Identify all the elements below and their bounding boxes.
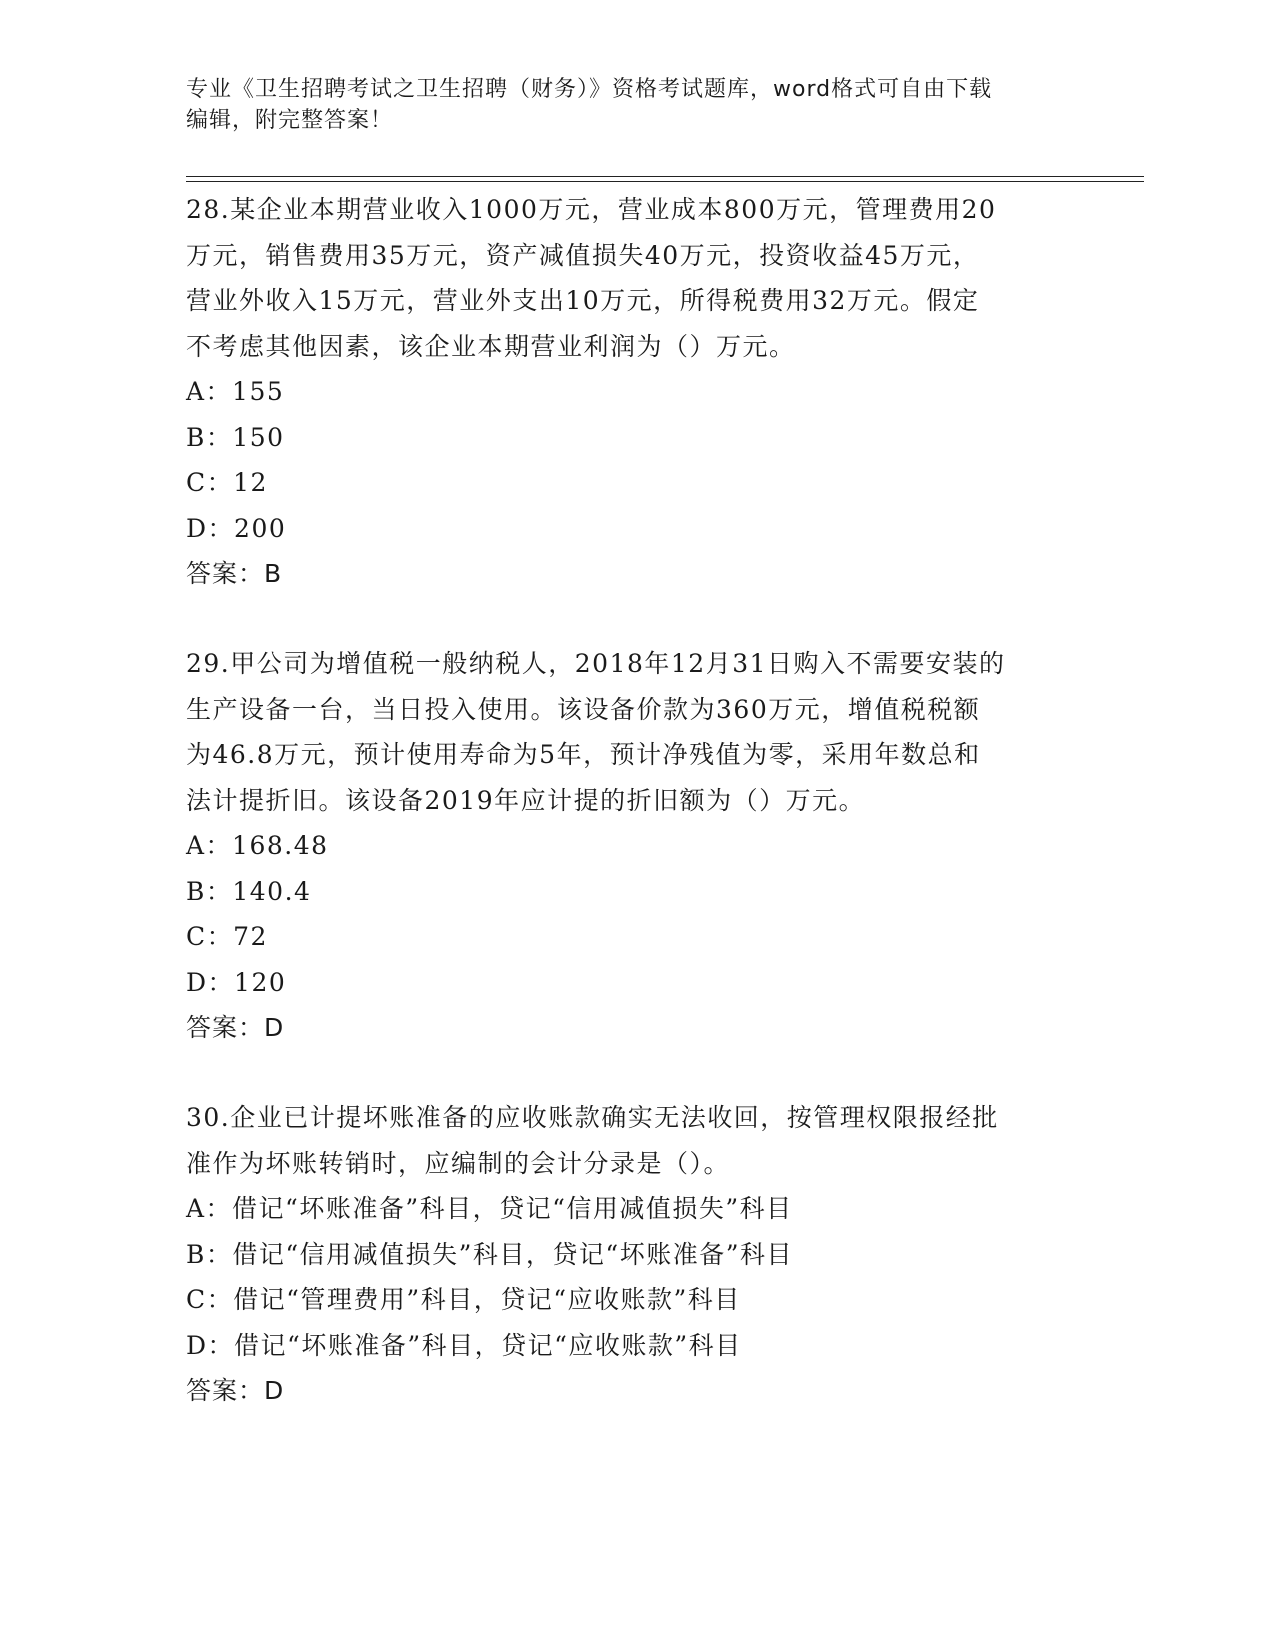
stem-line: 法计提折旧。该设备2019年应计提的折旧额为（）万元。: [186, 785, 866, 815]
header-divider-bottom: [186, 181, 1144, 182]
header-line: 编辑，附完整答案！: [186, 108, 394, 133]
option-c: C：72: [186, 922, 268, 951]
stem-line: 为46.8万元，预计使用寿命为5年，预计净残值为零，采用年数总和: [186, 740, 981, 769]
header-line: 专业《卫生招聘考试之卫生招聘（财务）》资格考试题库，word格式可自由下载: [186, 77, 993, 102]
stem-line: 28.某企业本期营业收入1000万元，营业成本800万元，管理费用20: [186, 195, 997, 224]
answer-line: 答案：D: [186, 1376, 285, 1405]
question-stem: [186, 187, 1086, 369]
option-b: B：借记“信用减值损失”科目，贷记“坏账准备”科目: [186, 1239, 793, 1269]
option-d: D：120: [186, 967, 287, 997]
answer-line: 答案：B: [186, 559, 283, 588]
option-a: A：168.48: [186, 831, 329, 860]
stem-line: 29.甲公司为增值税一般纳税人，2018年12月31日购入不需要安装的: [186, 649, 1006, 678]
question-29: [186, 641, 1086, 1051]
option-d: D：借记“坏账准备”科目，贷记“应收账款”科目: [186, 1330, 742, 1360]
question-28: [186, 187, 1086, 597]
document-header: [186, 74, 1086, 136]
option-b: B：140.4: [186, 876, 312, 906]
stem-line: 生产设备一台，当日投入使用。该设备价款为360万元，增值税税额: [186, 694, 981, 724]
option-a: A：155: [186, 377, 285, 406]
stem-line: 准作为坏账转销时，应编制的会计分录是（）。: [186, 1148, 731, 1178]
answer-line: 答案：D: [186, 1013, 285, 1042]
option-c: C：借记“管理费用”科目，贷记“应收账款”科目: [186, 1285, 741, 1314]
stem-line: 营业外收入15万元，营业外支出10万元，所得税费用32万元。假定: [186, 286, 980, 315]
header-divider-top: [186, 176, 1144, 177]
option-d: D：200: [186, 513, 287, 543]
stem-line: 不考虑其他因素，该企业本期营业利润为（）万元。: [186, 331, 796, 361]
option-c: C：12: [186, 468, 268, 497]
question-stem: [186, 1095, 1086, 1186]
question-30: [186, 1095, 1086, 1414]
stem-line: 万元，销售费用35万元，资产减值损失40万元，投资收益45万元，: [186, 240, 980, 270]
stem-line: 30.企业已计提坏账准备的应收账款确实无法收回，按管理权限报经批: [186, 1103, 999, 1132]
option-a: A：借记“坏账准备”科目，贷记“信用减值损失”科目: [186, 1194, 793, 1223]
question-stem: [186, 641, 1086, 823]
option-b: B：150: [186, 422, 285, 452]
